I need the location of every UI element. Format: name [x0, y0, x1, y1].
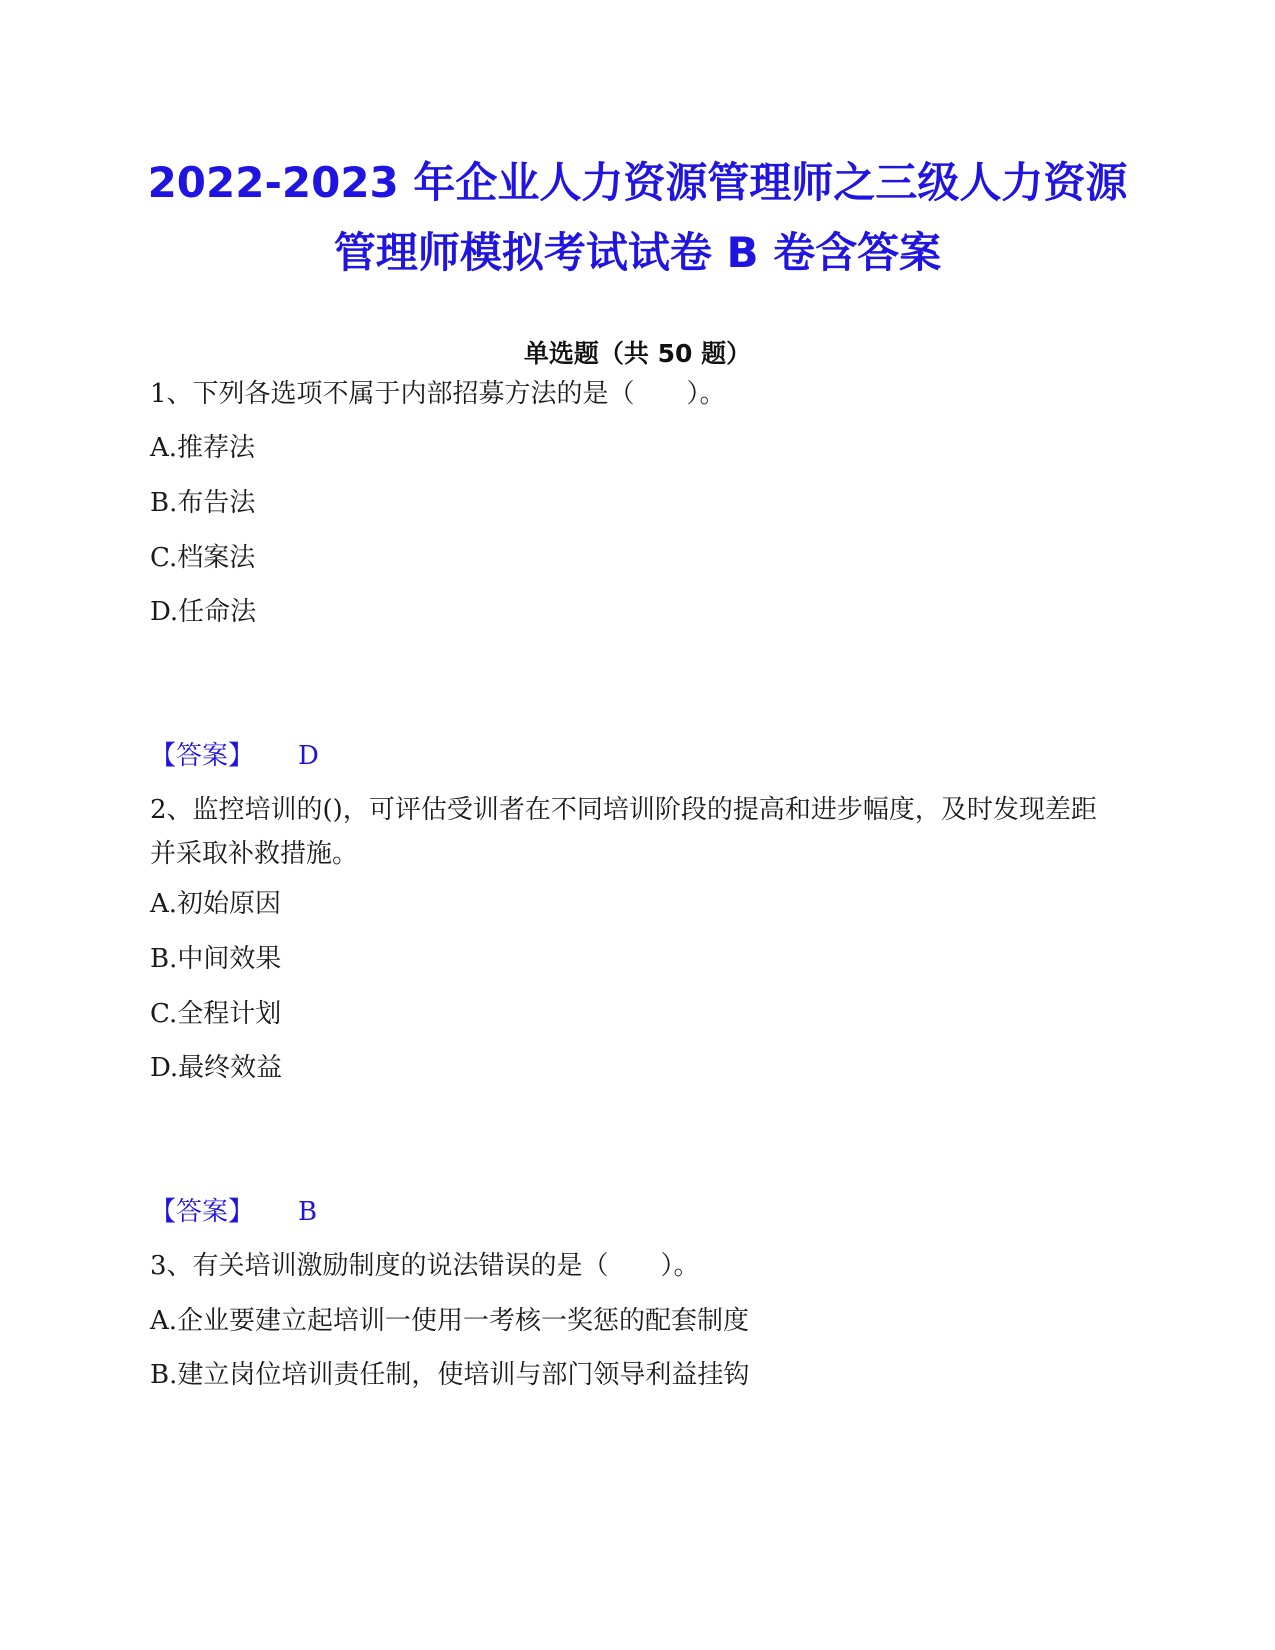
answer-label: 【答案】	[150, 741, 255, 771]
question-1-option-d: D.任命法	[150, 597, 257, 627]
question-1-option-c: C.档案法	[150, 543, 256, 573]
question-1-stem: 1、下列各选项不属于内部招募方法的是（ ）。	[150, 379, 726, 409]
document-title: 2022-2023 年企业人力资源管理师之三级人力资源管理师模拟考试试卷 B 卷含答案	[147, 158, 1128, 277]
answer-value: D	[298, 741, 319, 771]
question-2-stem: 2、监控培训的()，可评估受训者在不同培训阶段的提高和进步幅度，及时发现差距并采取补救措施。	[150, 795, 1097, 869]
question-2-option-b: B.中间效果	[150, 944, 282, 974]
question-3-option-a: A.企业要建立起培训一使用一考核一奖惩的配套制度	[150, 1306, 750, 1336]
question-2-option-c: C.全程计划	[150, 999, 282, 1029]
question-1-answer	[150, 734, 319, 778]
question-1-option-a: A.推荐法	[150, 433, 256, 463]
question-2-option-d: D.最终效益	[150, 1053, 283, 1083]
question-3-stem: 3、有关培训激励制度的说法错误的是（ ）。	[150, 1251, 700, 1281]
question-1-option-b: B.布告法	[150, 488, 256, 518]
question-2-answer	[150, 1190, 317, 1234]
answer-value: B	[298, 1197, 318, 1227]
answer-label: 【答案】	[150, 1197, 255, 1227]
section-heading: 单选题（共 50 题）	[523, 339, 752, 368]
question-3-option-b: B.建立岗位培训责任制，使培训与部门领导利益挂钩	[150, 1360, 750, 1390]
question-2-option-a: A.初始原因	[150, 889, 282, 919]
